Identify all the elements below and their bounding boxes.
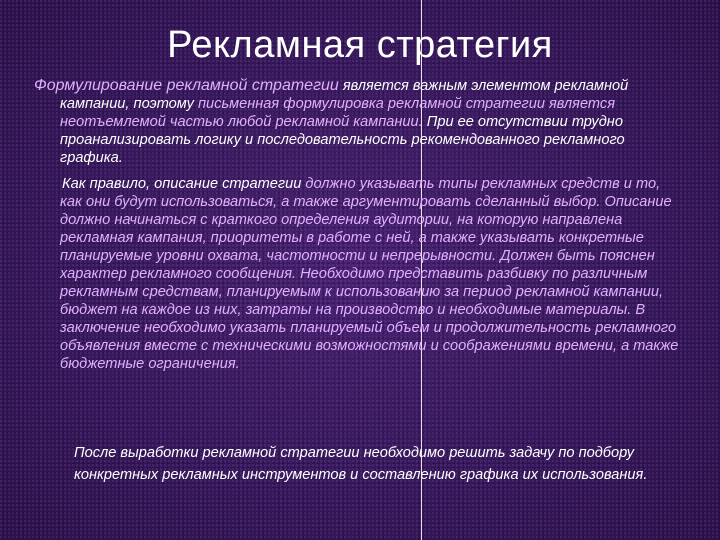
slide-body (34, 77, 684, 373)
paragraph-strategy-details: должно указывать типы рекламных средств и то, как они будут использоваться, а также аргументировать сделанный выбор. Описание должно начинаться с краткого определения аудитории, на которую направлена рекламная кампания, приоритеты в работе с ней, а также указывать конкретные планируемые уровни охвата, частотности и непрерывности. Должен быть пояснен характер рекламного сообщения. Необходимо представить разбивку по различным рекламным средствам, планируемым к использованию за период рекламной кампании, бюджет на каждое из них, затраты на производство и необходимые материалы. (60, 176, 672, 318)
slide-title: Рекламная стратегия (167, 24, 553, 66)
summary-text: После выработки рекламной стратегии необходимо решить задачу по подбору конкретных рекламных инструментов и составлению графика их использования. (74, 445, 648, 483)
paragraph-strategy-description (60, 175, 684, 373)
paragraph-strategy-lead: Как правило, описание стратегии (62, 176, 302, 192)
paragraph-intro-conclusion: При ее отсутствии трудно проанализировать логику и последовательность рекомендованного рекламного графика. (60, 114, 625, 166)
paragraph-strategy-conclusion: В заключение необходимо указать планируемый объем и продолжительность рекламного объявления вместе с техническими возможностями и соображениями времени, а также бюджетные ограничения. (60, 302, 679, 372)
paragraph-intro (34, 77, 684, 167)
paragraph-intro-text: является важным элементом рекламной кампании, поэтому (60, 78, 629, 112)
paragraph-intro-highlight: письменная формулировка рекламной стратегии является неотъемлемой частью любой рекламной кампании. (60, 96, 615, 130)
paragraph-intro-lead: Формулирование рекламной стратегии (34, 77, 339, 94)
